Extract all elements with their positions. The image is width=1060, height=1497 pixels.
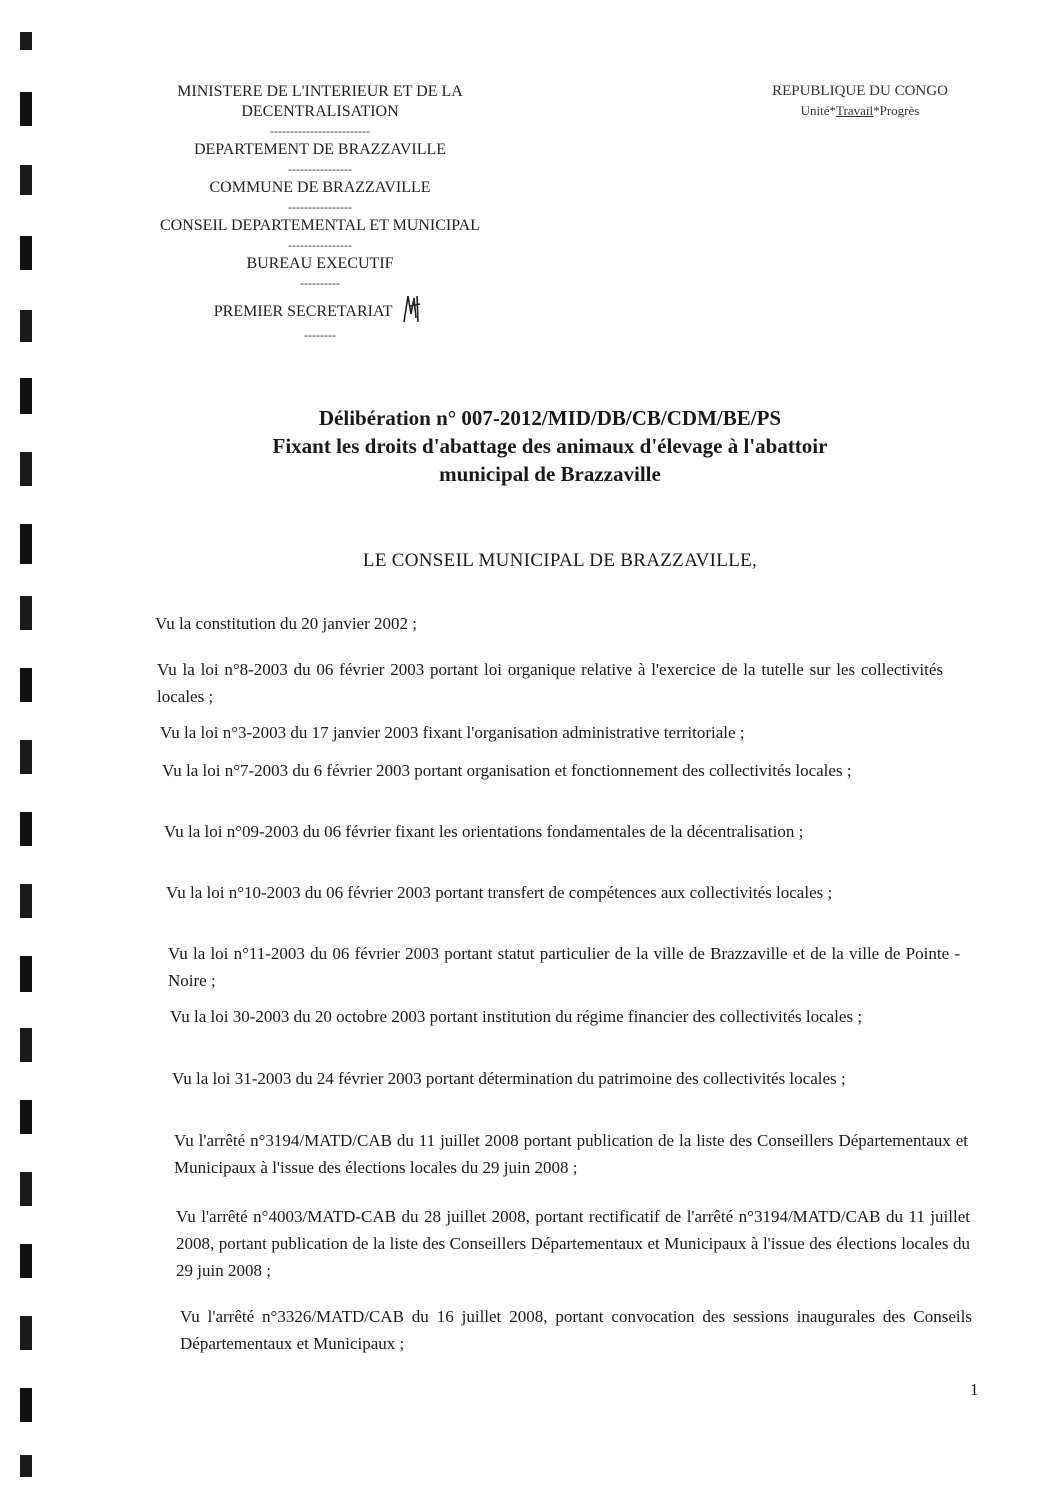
council-line: CONSEIL DEPARTEMENTAL ET MUNICIPAL: [160, 217, 480, 234]
binding-mark: [20, 378, 32, 414]
deliberation-subject-2: municipal de Brazzaville: [439, 462, 661, 486]
binding-mark: [20, 452, 32, 486]
consideration-item: Vu l'arrêté n°3326/MATD/CAB du 16 juillet 2008, portant convocation des sessions inaugurales des Conseils Départementaux et Municipaux ;: [180, 1307, 972, 1353]
consideration-item: Vu l'arrêté n°3194/MATD/CAB du 11 juillet 2008 portant publication de la liste des Conseillers Départementaux et Municipaux à l'issue des élections locales du 29 juin 2008 ;: [174, 1131, 968, 1177]
separator: ----------------: [288, 200, 352, 214]
council-heading: LE CONSEIL MUNICIPAL DE BRAZZAVILLE,: [362, 550, 758, 571]
consideration-item: Vu la constitution du 20 janvier 2002 ;: [155, 614, 417, 633]
consideration-item: Vu l'arrêté n°4003/MATD-CAB du 28 juillet 2008, portant rectificatif de l'arrêté n°3194/MATD/CAB du 11 juillet 2008, portant publication de la liste des Conseillers Départementaux et Municipaux à l'issue des élections locales du 29 juin 2008 ;: [176, 1207, 970, 1280]
binding-mark: [20, 524, 32, 564]
binding-mark: [20, 32, 32, 50]
binding-mark: [20, 1028, 32, 1062]
consideration-item: Vu la loi 30-2003 du 20 octobre 2003 portant institution du régime financier des collectivités locales ;: [170, 1007, 863, 1026]
binding-mark: [20, 92, 32, 126]
binding-mark: [20, 1100, 32, 1134]
binding-mark: [20, 1388, 32, 1422]
separator: --------: [304, 328, 336, 342]
issuing-authority-block: [110, 82, 530, 344]
binding-mark: [20, 236, 32, 270]
page-number: 1: [970, 1380, 979, 1399]
separator: ----------: [300, 276, 340, 290]
binding-mark: [20, 1172, 32, 1206]
commune-line: COMMUNE DE BRAZZAVILLE: [209, 179, 431, 196]
binding-mark: [20, 668, 32, 702]
republic-block: [740, 82, 980, 120]
republic-name: REPUBLIQUE DU CONGO: [772, 83, 948, 99]
consideration-item: Vu la loi n°11-2003 du 06 février 2003 portant statut particulier de la ville de Brazzaville et de la ville de Pointe -Noire ;: [168, 944, 960, 990]
binding-mark: [20, 956, 32, 992]
separator: -------------------------: [270, 124, 370, 138]
binding-mark: [20, 740, 32, 774]
secretariat-line: [110, 292, 530, 326]
binding-mark: [20, 596, 32, 630]
bureau-line: BUREAU EXECUTIF: [246, 255, 394, 272]
handwritten-initials-mark: [400, 292, 426, 326]
binding-mark: [20, 1316, 32, 1350]
binding-mark: [20, 884, 32, 918]
secretariat-label: PREMIER SECRETARIAT: [213, 303, 393, 320]
consideration-item: Vu la loi n°8-2003 du 06 février 2003 portant loi organique relative à l'exercice de la tutelle sur les collectivités locales ;: [157, 660, 943, 706]
binding-mark: [20, 165, 32, 195]
deliberation-title: [120, 404, 980, 488]
ministry-line: MINISTERE DE L'INTERIEUR ET DE LA: [177, 83, 463, 100]
deliberation-number: Délibération n° 007-2012/MID/DB/CB/CDM/BE/PS: [318, 406, 782, 430]
ministry-line-2: DECENTRALISATION: [241, 103, 399, 120]
binding-mark: [20, 812, 32, 846]
national-motto: Unité*Travail*Progrès: [800, 103, 920, 118]
consideration-item: Vu la loi n°3-2003 du 17 janvier 2003 fixant l'organisation administrative territoriale ;: [160, 723, 745, 742]
separator: ----------------: [288, 238, 352, 252]
scan-binding-marks: [18, 0, 48, 1497]
consideration-item: Vu la loi n°10-2003 du 06 février 2003 portant transfert de compétences aux collectivités locales ;: [166, 883, 833, 902]
binding-mark: [20, 1455, 32, 1477]
consideration-item: Vu la loi 31-2003 du 24 février 2003 portant détermination du patrimoine des collectivités locales ;: [172, 1069, 846, 1088]
department-line: DEPARTEMENT DE BRAZZAVILLE: [193, 141, 447, 158]
separator: ----------------: [288, 162, 352, 176]
binding-mark: [20, 310, 32, 342]
consideration-item: Vu la loi n°7-2003 du 6 février 2003 portant organisation et fonctionnement des collectivités locales ;: [162, 761, 852, 780]
consideration-item: Vu la loi n°09-2003 du 06 février fixant les orientations fondamentales de la décentralisation ;: [164, 822, 804, 841]
binding-mark: [20, 1244, 32, 1278]
deliberation-subject: Fixant les droits d'abattage des animaux d'élevage à l'abattoir: [272, 434, 828, 458]
